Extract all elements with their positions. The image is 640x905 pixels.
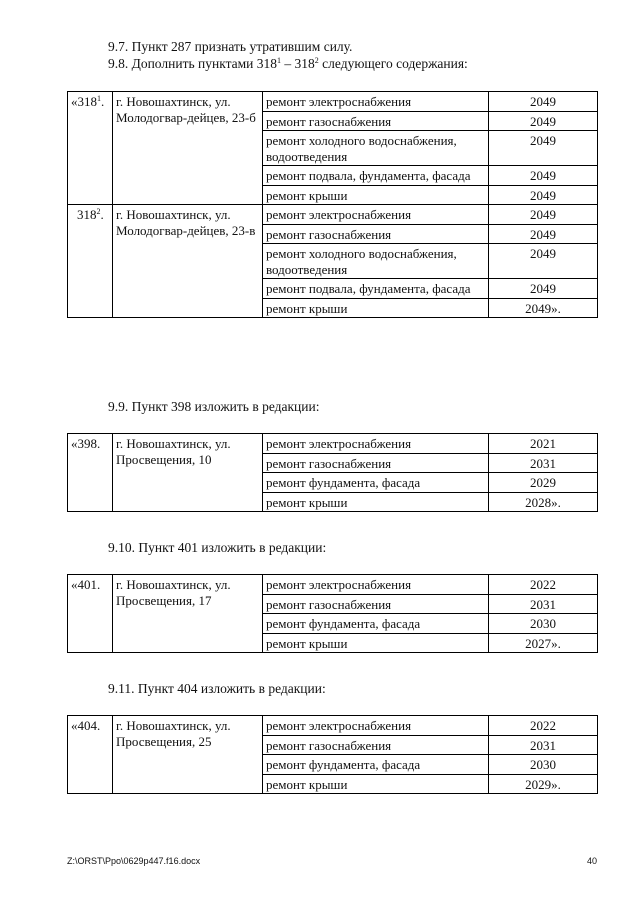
table-item-401 <box>67 574 598 653</box>
paragraph-9-8-suffix: следующего содержания: <box>318 56 468 71</box>
item-number: «$318^1$. <box>68 92 113 205</box>
work-year: 2049 <box>489 92 598 112</box>
work-type: ремонт газоснабжения <box>263 594 489 614</box>
footer-file-path: Z:\ORST\Ppo\0629p447.f16.docx <box>67 856 201 866</box>
work-type: ремонт крыши <box>263 492 489 512</box>
table-item-398 <box>67 433 598 512</box>
work-type: ремонт фундамента, фасада <box>263 755 489 775</box>
work-year: 2030 <box>489 755 598 775</box>
paragraph-9-8-sup2: 2 <box>314 56 319 65</box>
paragraph-9-8-sup1: 1 <box>277 56 282 65</box>
work-year: 2029 <box>489 473 598 493</box>
work-type: ремонт электроснабжения <box>263 205 489 225</box>
work-type: ремонт крыши <box>263 633 489 653</box>
work-type: ремонт газоснабжения <box>263 453 489 473</box>
item-number: $318^2$. <box>68 205 113 318</box>
work-type: ремонт подвала, фундамента, фасада <box>263 279 489 299</box>
item-number: «404. <box>68 716 113 794</box>
work-year: 2027». <box>489 633 598 653</box>
work-type: ремонт крыши <box>263 298 489 318</box>
work-year: 2031 <box>489 735 598 755</box>
work-type: ремонт электроснабжения <box>263 434 489 454</box>
work-type: ремонт фундамента, фасада <box>263 473 489 493</box>
work-type: ремонт подвала, фундамента, фасада <box>263 166 489 186</box>
paragraph-9-11: 9.11. Пункт 404 изложить в редакции: <box>108 681 326 696</box>
work-year: 2021 <box>489 434 598 454</box>
work-year: 2031 <box>489 594 598 614</box>
work-year: 2022 <box>489 575 598 595</box>
item-address: г. Новошахтинск, ул. Просвещения, 17 <box>113 575 263 653</box>
item-address: г. Новошахтинск, ул. Молодогвар-дейцев, 23-б <box>113 92 263 205</box>
item-number: «398. <box>68 434 113 512</box>
paragraph-9-9: 9.9. Пункт 398 изложить в редакции: <box>108 399 320 414</box>
item-address: г. Новошахтинск, ул. Молодогвар-дейцев, 23-в <box>113 205 263 318</box>
work-type: ремонт фундамента, фасада <box>263 614 489 634</box>
work-year: 2031 <box>489 453 598 473</box>
table-row <box>68 434 598 454</box>
work-year: 2022 <box>489 716 598 736</box>
work-type: ремонт холодного водоснабжения, водоотведения <box>263 244 489 279</box>
work-year: 2029». <box>489 774 598 794</box>
work-type: ремонт газоснабжения <box>263 735 489 755</box>
work-year: 2049 <box>489 205 598 225</box>
page-number: 40 <box>586 856 597 866</box>
table-row <box>68 716 598 736</box>
work-year: 2049 <box>489 111 598 131</box>
work-year: 2049 <box>489 185 598 205</box>
paragraph-9-8-prefix: 9.8. Дополнить пунктами 318 <box>108 56 278 71</box>
item-address: г. Новошахтинск, ул. Просвещения, 10 <box>113 434 263 512</box>
work-year: 2049 <box>489 244 598 279</box>
paragraph-9-7: 9.7. Пункт 287 признать утратившим силу. <box>108 39 353 54</box>
work-type: ремонт электроснабжения <box>263 716 489 736</box>
work-type: ремонт холодного водоснабжения, водоотведения <box>263 131 489 166</box>
work-year: 2030 <box>489 614 598 634</box>
table-row <box>68 92 598 112</box>
work-type: ремонт крыши <box>263 774 489 794</box>
paragraph-9-8-dash: – 318 <box>281 56 315 71</box>
table-row <box>68 575 598 595</box>
work-year: 2049 <box>489 279 598 299</box>
item-number: «401. <box>68 575 113 653</box>
item-address: г. Новошахтинск, ул. Просвещения, 25 <box>113 716 263 794</box>
paragraph-9-10: 9.10. Пункт 401 изложить в редакции: <box>108 540 327 555</box>
work-year: 2049 <box>489 131 598 166</box>
paragraph-9-8 <box>108 56 468 72</box>
work-type: ремонт крыши <box>263 185 489 205</box>
work-year: 2049 <box>489 166 598 186</box>
table-item-404 <box>67 715 598 794</box>
work-year: 2028». <box>489 492 598 512</box>
table-items-318 <box>67 91 598 318</box>
table-row <box>68 205 598 225</box>
work-type: ремонт электроснабжения <box>263 575 489 595</box>
work-year: 2049 <box>489 224 598 244</box>
work-type: ремонт газоснабжения <box>263 111 489 131</box>
work-type: ремонт электроснабжения <box>263 92 489 112</box>
work-year: 2049». <box>489 298 598 318</box>
work-type: ремонт газоснабжения <box>263 224 489 244</box>
